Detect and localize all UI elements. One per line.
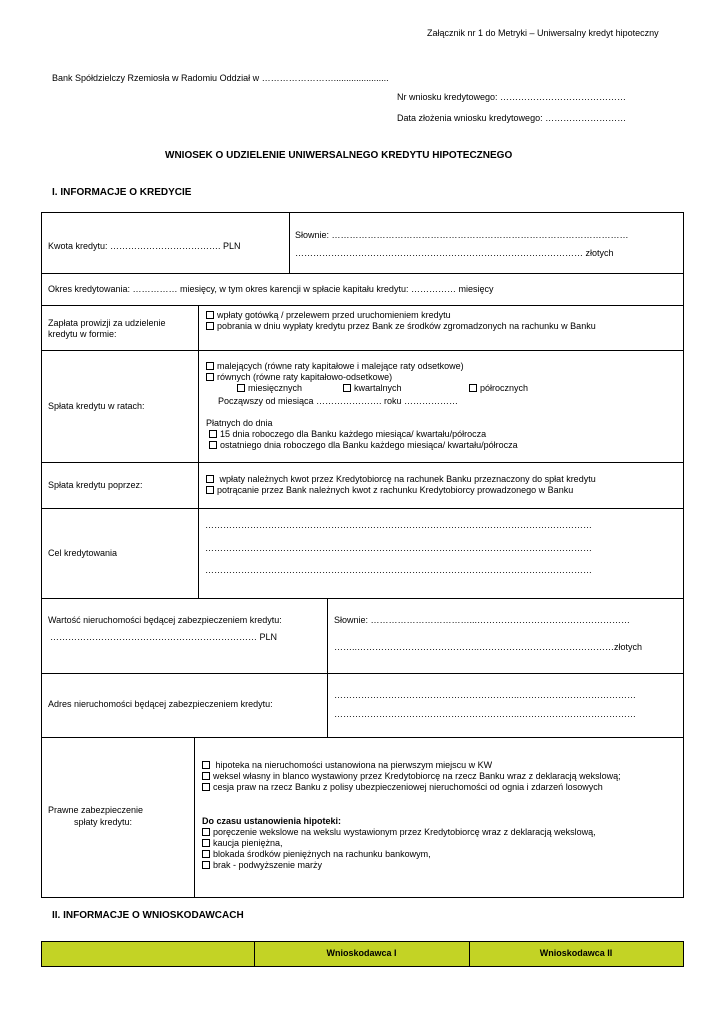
- interim-margin-increase[interactable]: brak - podwyższenie marży: [202, 860, 322, 871]
- checkbox-icon[interactable]: [202, 783, 210, 791]
- repay-label: Spłata kredytu poprzez:: [48, 480, 143, 490]
- application-number: Nr wniosku kredytowego: ……………………………………: [397, 92, 627, 102]
- security-mortgage[interactable]: hipoteka na nieruchomości ustanowiona na pierwszym miejscu w KW: [202, 760, 492, 771]
- address-line-2[interactable]: ……………………………………………………..…………………………………: [334, 709, 637, 719]
- checkbox-icon[interactable]: [202, 828, 210, 836]
- period-field[interactable]: Okres kredytowania: …………… miesięcy, w tym okres karencji w spłacie kapitału kredytu: …………… miesięcy: [48, 284, 494, 294]
- checkbox-icon[interactable]: [209, 441, 217, 449]
- property-words-line2[interactable]: ……..…………………………………..………………………………………złotych: [334, 642, 643, 652]
- freq-monthly[interactable]: miesięcznych: [237, 383, 302, 394]
- purpose-line-1[interactable]: …………………………………………………………………………………………………………………: [205, 520, 592, 530]
- bank-line: Bank Spółdzielczy Rzemiosła w Radomiu Oddział w ……………………......................: [52, 73, 389, 83]
- installments-decreasing[interactable]: malejących (równe raty kapitałowe i malejące raty odsetkowe): [206, 361, 464, 372]
- checkbox-icon[interactable]: [206, 311, 214, 319]
- commission-option-cash[interactable]: wpłaty gotówką / przelewem przed uruchomieniem kredytu: [206, 310, 451, 321]
- checkbox-icon[interactable]: [206, 486, 214, 494]
- repay-transfer[interactable]: wpłaty należnych kwot przez Kredytobiorcę na rachunek Banku przeznaczony do spłat kredytu: [206, 474, 596, 485]
- address-line-1[interactable]: ……………………………………………………..…………………………………: [334, 690, 637, 700]
- checkbox-icon[interactable]: [206, 322, 214, 330]
- purpose-line-2[interactable]: …………………………………………………………………………………………………………………: [205, 543, 592, 553]
- security-label-2: spłaty kredytu:: [74, 817, 133, 827]
- property-value-field[interactable]: …………………………………………………………… PLN: [50, 632, 278, 642]
- payable-last-day[interactable]: ostatniego dnia roboczego dla Banku każdego miesiąca/ kwartału/półrocza: [209, 440, 518, 451]
- checkbox-icon[interactable]: [202, 861, 210, 869]
- amount-words-line1[interactable]: Słownie: ………………………………………………………………………………………: [295, 230, 629, 240]
- security-promissory-note[interactable]: weksel własny in blanco wystawiony przez Kredytobiorcę na rzecz Banku wraz z deklaracją wekslową;: [202, 771, 621, 782]
- attachment-note: Załącznik nr 1 do Metryki – Uniwersalny kredyt hipoteczny: [427, 28, 659, 38]
- amount-field[interactable]: Kwota kredytu: ………………………………. PLN: [48, 241, 241, 251]
- security-label: Prawne zabezpieczenie: [48, 805, 144, 815]
- section1-heading: I. INFORMACJE O KREDYCIE: [52, 187, 192, 198]
- property-words-line1[interactable]: Słownie: ……………………………...……………………………………………: [334, 615, 631, 625]
- checkbox-icon[interactable]: [209, 430, 217, 438]
- checkbox-icon[interactable]: [202, 839, 210, 847]
- interim-heading: Do czasu ustanowienia hipoteki:: [202, 816, 342, 826]
- application-date: Data złożenia wniosku kredytowego: ………………………: [397, 113, 627, 123]
- page-title: WNIOSEK O UDZIELENIE UNIWERSALNEGO KREDYTU HIPOTECZNEGO: [165, 150, 513, 161]
- section2-heading: II. INFORMACJE O WNIOSKODAWCACH: [52, 910, 244, 921]
- applicant-1-header: Wnioskodawca I: [326, 948, 397, 958]
- property-value-label: Wartość nieruchomości będącej zabezpieczeniem kredytu:: [48, 615, 282, 625]
- commission-option-deduct[interactable]: pobrania w dniu wypłaty kredytu przez Bank ze środków zgromadzonych na rachunku w Banku: [206, 321, 596, 332]
- installments-equal[interactable]: równych (równe raty kapitałowo-odsetkowe): [206, 372, 392, 383]
- checkbox-icon[interactable]: [202, 850, 210, 858]
- checkbox-icon[interactable]: [343, 384, 351, 392]
- checkbox-icon[interactable]: [469, 384, 477, 392]
- checkbox-icon[interactable]: [206, 362, 214, 370]
- purpose-line-3[interactable]: …………………………………………………………………………………………………………………: [205, 565, 592, 575]
- freq-quarterly[interactable]: kwartalnych: [343, 383, 402, 394]
- checkbox-icon[interactable]: [237, 384, 245, 392]
- starting-month[interactable]: Począwszy od miesiąca …………………. roku ………………: [218, 396, 459, 406]
- repay-deduction[interactable]: potrącanie przez Bank należnych kwot z rachunku Kredytobiorcy prowadzonego w Banku: [206, 485, 573, 496]
- freq-semiannual[interactable]: półrocznych: [469, 383, 528, 394]
- amount-words-line2[interactable]: …………………………………………………………………………………… złotych: [295, 248, 614, 258]
- checkbox-icon[interactable]: [206, 373, 214, 381]
- address-label: Adres nieruchomości będącej zabezpieczeniem kredytu:: [48, 699, 273, 709]
- interim-blockade[interactable]: blokada środków pieniężnych na rachunku bankowym,: [202, 849, 431, 860]
- commission-label-2: kredytu w formie:: [48, 329, 117, 339]
- checkbox-icon[interactable]: [206, 475, 214, 483]
- interim-surety[interactable]: poręczenie wekslowe na wekslu wystawionym przez Kredytobiorcę wraz z deklaracją wekslową,: [202, 827, 596, 838]
- interim-deposit[interactable]: kaucja pieniężna,: [202, 838, 283, 849]
- commission-label: Zapłata prowizji za udzielenie: [48, 318, 166, 328]
- payable-heading: Płatnych do dnia: [206, 418, 273, 428]
- applicant-2-header: Wnioskodawca II: [539, 948, 613, 958]
- installments-label: Spłata kredytu w ratach:: [48, 401, 145, 411]
- purpose-label: Cel kredytowania: [48, 548, 118, 558]
- checkbox-icon[interactable]: [202, 761, 210, 769]
- checkbox-icon[interactable]: [202, 772, 210, 780]
- security-insurance-cession[interactable]: cesja praw na rzecz Banku z polisy ubezpieczeniowej nieruchomości od ognia i zdarzeń losowych: [202, 782, 603, 793]
- payable-15th[interactable]: 15 dnia roboczego dla Banku każdego miesiąca/ kwartału/półrocza: [209, 429, 486, 440]
